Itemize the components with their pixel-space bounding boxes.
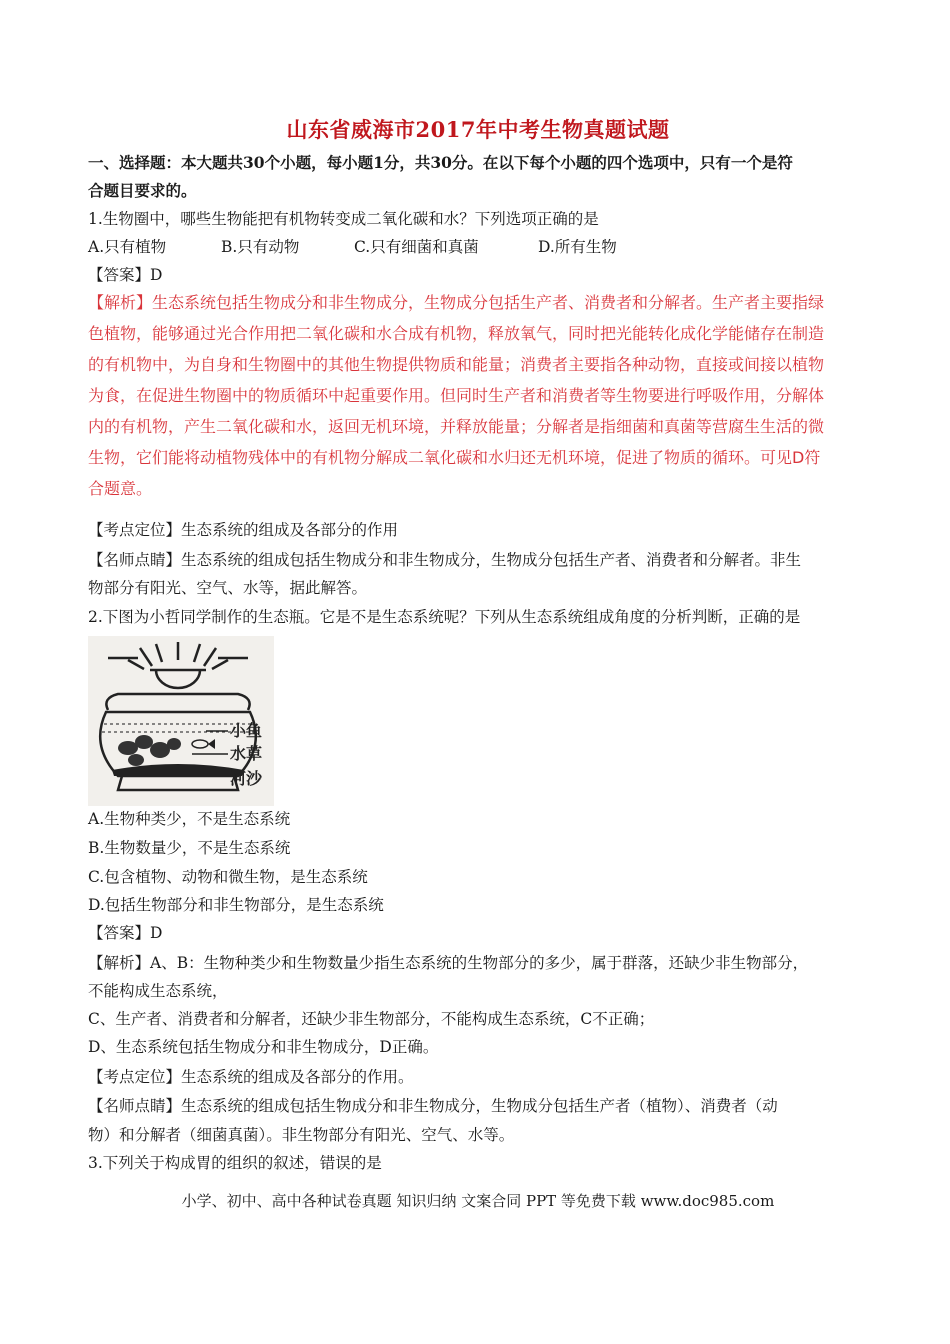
q3-stem: 3.下列关于构成胃的组织的叙述，错误的是 bbox=[88, 1154, 382, 1172]
q1-answer: 【答案】D bbox=[88, 266, 163, 284]
q2-option-b: B.生物数量少，不是生态系统 bbox=[88, 839, 291, 857]
q1-analysis-line: 的有机物中，为自身和生物圈中的其他生物提供物质和能量；消费者主要指各种动物，直接或间接以植物 bbox=[88, 355, 825, 374]
q2-mingshi-line: 【名师点睛】生态系统的组成包括生物成分和非生物成分，生物成分包括生产者（植物）、消费者（动 bbox=[88, 1097, 778, 1115]
q1-option-c: C.只有细菌和真菌 bbox=[354, 238, 479, 256]
q1-option-d: D.所有生物 bbox=[538, 238, 617, 256]
q2-answer: 【答案】D bbox=[88, 924, 163, 942]
q1-analysis-line: 为食，在促进生物圈中的物质循环中起重要作用。但同时生产者和消费者等生物要进行呼吸作用，分解体 bbox=[88, 386, 825, 405]
ecosystem-bottle-figure bbox=[88, 636, 274, 806]
section-heading-line-1: 一、选择题：本大题共30个小题，每小题1分，共30分。在以下每个小题的四个选项中，只有一个是符 bbox=[88, 153, 793, 172]
q2-analysis-line: C、生产者、消费者和分解者，还缺少非生物部分，不能构成生态系统，C不正确； bbox=[88, 1010, 655, 1028]
q2-option-d: D.包括生物部分和非生物部分，是生态系统 bbox=[88, 896, 384, 914]
q1-analysis-line: 生物，它们能将动植物残体中的有机物分解成二氧化碳和水归还无机环境，促进了物质的循环。可见D符 bbox=[88, 448, 821, 467]
q1-mingshi-line: 【名师点睛】生态系统的组成包括生物成分和非生物成分，生物成分包括生产者、消费者和分解者。非生 bbox=[88, 551, 802, 569]
q1-mingshi-line: 物部分有阳光、空气、水等，据此解答。 bbox=[88, 579, 368, 597]
q2-analysis-line: 不能构成生态系统， bbox=[88, 982, 228, 1000]
q1-analysis-line: 色植物，能够通过光合作用把二氧化碳和水合成有机物，释放氧气，同时把光能转化成化学能储存在制造 bbox=[88, 324, 825, 343]
page-title: 山东省威海市2017年中考生物真题试题 bbox=[286, 117, 670, 142]
fig-label-fish: 小鱼 bbox=[230, 721, 263, 740]
ecosystem-bottle-illustration bbox=[88, 636, 274, 806]
q2-analysis-line: D、生态系统包括生物成分和非生物成分，D正确。 bbox=[88, 1038, 439, 1056]
q1-analysis-line: 内的有机物，产生二氧化碳和水，返回无机环境，并释放能量；分解者是指细菌和真菌等营腐生生活的微 bbox=[88, 417, 825, 436]
q1-options bbox=[88, 236, 617, 258]
q1-option-b: B.只有动物 bbox=[221, 238, 300, 256]
fig-label-plant: 水草 bbox=[230, 744, 263, 763]
q2-stem: 2.下图为小哲同学制作的生态瓶。它是不是生态系统呢？下列从生态系统组成角度的分析判断，正确的是 bbox=[88, 608, 801, 626]
q1-analysis-line: 【解析】生态系统包括生物成分和非生物成分，生物成分包括生产者、消费者和分解者。生产者主要指绿 bbox=[88, 293, 825, 312]
q1-stem: 1.生物圈中，哪些生物能把有机物转变成二氧化碳和水？下列选项正确的是 bbox=[88, 210, 599, 228]
fig-label-sand: 河沙 bbox=[230, 769, 263, 788]
q1-option-a: A.只有植物 bbox=[88, 238, 167, 256]
page-footer: 小学、初中、高中各种试卷真题 知识归纳 文案合同 PPT 等免费下载 www.doc985.com bbox=[181, 1192, 775, 1210]
q2-analysis-line: 【解析】A、B：生物种类少和生物数量少指生态系统的生物部分的多少，属于群落，还缺少非生物部分， bbox=[88, 954, 809, 972]
section-heading-line-2: 合题目要求的。 bbox=[88, 181, 197, 200]
q2-kaodian: 【考点定位】生态系统的组成及各部分的作用。 bbox=[88, 1068, 414, 1086]
q2-mingshi-line: 物）和分解者（细菌真菌）。非生物部分有阳光、空气、水等。 bbox=[88, 1126, 515, 1144]
q2-option-c: C.包含植物、动物和微生物，是生态系统 bbox=[88, 868, 368, 886]
q1-kaodian: 【考点定位】生态系统的组成及各部分的作用 bbox=[88, 521, 399, 539]
q1-analysis-line: 合题意。 bbox=[88, 479, 153, 498]
q2-option-a: A.生物种类少，不是生态系统 bbox=[88, 810, 291, 828]
